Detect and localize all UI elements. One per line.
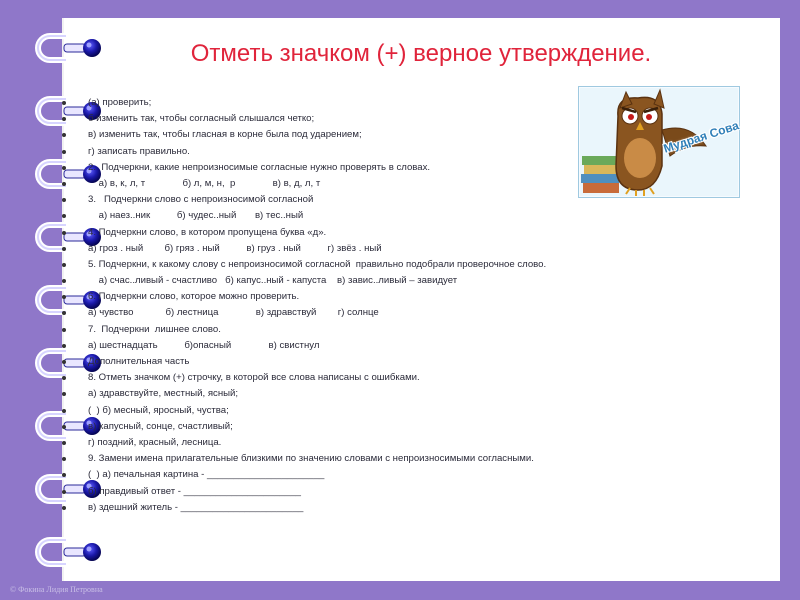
list-item [62,419,662,435]
bullet-icon [62,166,66,170]
bullet-icon [62,376,66,380]
bullet-icon [62,101,66,105]
list-item [62,370,662,386]
list-item [62,305,662,321]
bullet-icon [62,473,66,477]
bullet-icon [62,311,66,315]
slide-title: Отметь значком (+) верное утверждение. [190,40,652,67]
bullet-icon [62,490,66,494]
list-item-text: а) здравствуйте, местный, ясный; [88,388,239,400]
list-item-text: 2. Подчеркни, какие непроизносимые согласные нужно проверять в словах. [88,161,431,173]
list-item [62,95,662,111]
bullet-icon [62,425,66,429]
bullet-icon [62,344,66,348]
list-item-text: 7. Подчеркни лишнее слово. [88,323,221,335]
list-item [62,273,662,289]
bullet-icon [62,457,66,461]
book-stack [581,156,620,193]
bullet-icon [62,133,66,137]
list-item-text: в) изменить так, чтобы гласная в корне была под ударением; [88,129,362,141]
bullet-icon [62,360,66,364]
list-item [62,338,662,354]
list-item-text: а) наез..ник б) чудес..ный в) тес..ный [88,210,304,222]
list-item [62,192,662,208]
list-item [62,111,662,127]
list-item-text: (а) проверить; [88,97,152,108]
list-item [62,241,662,257]
list-item [62,257,662,273]
bullet-icon [62,409,66,413]
list-item [62,322,662,338]
list-item-text: а) гроз . ный б) гряз . ный в) груз . ный г) звёз . ный [88,242,382,254]
list-item [62,403,662,419]
list-item-text: ( ) а) печальная картина - ______________________ [88,469,325,481]
bullet-icon [62,214,66,218]
bullet-icon [62,231,66,235]
list-item-text: а) в, к, л, т б) л, м, н, р в) в, д, л, т [88,177,321,189]
list-item [62,467,662,483]
list-item [62,144,662,160]
list-item [62,354,662,370]
wise-owl-illustration [578,86,740,198]
bullet-icon [62,150,66,154]
owl-caption: Мудрая Сова [661,118,741,156]
list-item-text: в) здешний житель - _______________________ [88,501,304,513]
list-item [62,386,662,402]
list-item-text: а) счас..ливый - счастливо б) капус..ный - капуста в) завис..ливый – завидует [88,275,458,287]
list-item-text: г) записать правильно. [88,145,190,157]
list-item [62,435,662,451]
copyright-footer: © Фокина Лидия Петровна [10,585,103,594]
bullet-icon [62,441,66,445]
list-item-text: 5. Подчеркни, к какому слову с непроизносимой согласной правильно подобрали проверочное слово. [88,258,547,270]
list-item [62,208,662,224]
list-item [62,176,662,192]
bullet-icon [62,392,66,396]
bullet-icon [62,279,66,283]
bullet-icon [62,328,66,332]
list-item [62,289,662,305]
list-item-text: ( ) б) месный, яросный, чуства; [88,404,229,416]
list-item [62,500,662,516]
list-item-text: г) поздний, красный, лесница. [88,436,222,448]
task-list [62,95,662,516]
list-item-text: б) правдивый ответ - ______________________ [88,485,302,497]
list-item [62,160,662,176]
list-item-text: а) шестнадцать б)опасный в) свистнул [88,339,320,351]
list-item-text: 9. Замени имена прилагательные близкими по значению словами с непроизносимыми согласными. [88,453,534,465]
bullet-icon [62,117,66,121]
list-item [62,225,662,241]
list-item-text: Дополнительная часть [88,356,190,367]
list-item-text: 4. Подчеркни слово, в котором пропущена буква «д». [88,226,327,238]
list-item-text: 3. Подчеркни слово с непроизносимой согласной [88,194,314,206]
bullet-icon [62,506,66,510]
bullet-icon [62,182,66,186]
bullet-icon [62,198,66,202]
bullet-icon [62,247,66,251]
list-item-text: 6. Подчеркни слово, которое можно проверить. [88,291,300,303]
list-item-text: б изменить так, чтобы согласный слышался четко; [88,113,315,125]
list-item-text: 8. Отметь значком (+) строчку, в которой все слова написаны с ошибками. [88,372,420,384]
list-item-text: в) капусный, сонце, счастливый; [88,420,233,432]
list-item-text: а) чувство б) лестница в) здравствуй г) солнце [88,307,379,319]
bullet-icon [62,263,66,267]
bullet-icon [62,295,66,299]
list-item [62,127,662,143]
list-item [62,484,662,500]
list-item [62,451,662,467]
binding-ring-icon [38,540,101,564]
